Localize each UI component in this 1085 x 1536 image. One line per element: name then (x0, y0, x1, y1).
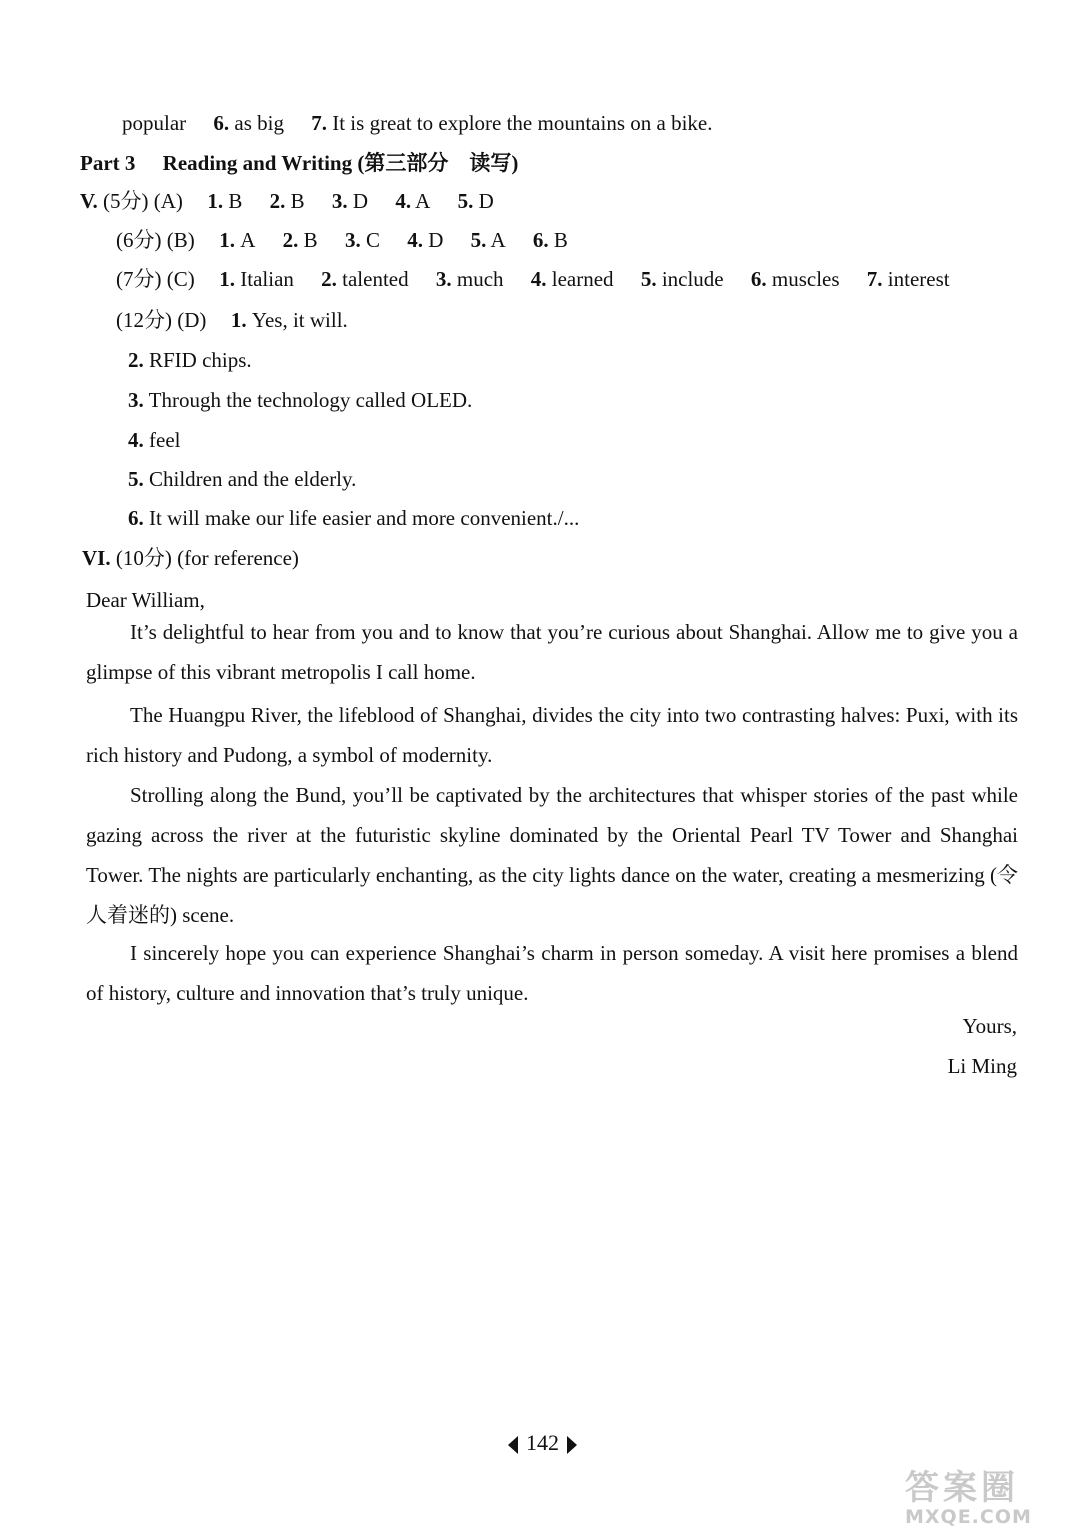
item-number: 2. (282, 228, 299, 252)
section-score: (6分) (116, 228, 162, 252)
section-label: V. (80, 189, 98, 213)
letter-paragraph: The Huangpu River, the lifeblood of Shanghai, divides the city into two contrasting halves: Puxi, with its rich history and Pudong, a symbol of modernity. (86, 703, 1018, 767)
answer-text: B (303, 228, 318, 252)
answer-text: D (428, 228, 444, 252)
section-vi (82, 545, 299, 571)
answer-text: talented (342, 267, 409, 291)
section-score: (5分) (102, 189, 149, 213)
answer-text: It will make our life easier and more convenient./... (149, 506, 580, 530)
answer-text: Through the technology called OLED. (148, 388, 473, 412)
item-number: 5. (470, 228, 487, 252)
section-score: (7分) (116, 267, 162, 291)
answer-item (128, 427, 180, 453)
answer-item (128, 387, 472, 413)
item-number: 5. (128, 467, 144, 491)
answer-text: A (240, 228, 256, 252)
item-number: 1. (219, 267, 235, 291)
item-number: 1. (219, 228, 235, 252)
section-tag: (C) (166, 267, 195, 291)
triangle-left-icon (508, 1436, 518, 1454)
section-tag: (B) (166, 228, 195, 252)
answer-text: interest (887, 267, 950, 291)
answer-text: B (228, 189, 243, 213)
continuation-line (122, 110, 712, 136)
item-number: 7. (311, 111, 327, 135)
item-number: 3. (435, 267, 452, 291)
answer-item (128, 466, 356, 492)
page-number: 142 (526, 1430, 559, 1455)
watermark-text-cn: 答案圈 (905, 1468, 1019, 1508)
answer-text: learned (551, 267, 614, 291)
letter-signature: Li Ming (947, 1054, 1017, 1078)
letter-paragraph: It’s delightful to hear from you and to know that you’re curious about Shanghai. Allow me to give you a glimpse of this vibrant metropolis I call home. (86, 620, 1018, 684)
answer-text: A (415, 189, 431, 213)
section-v-c (116, 266, 950, 292)
item-number: 6. (532, 228, 549, 252)
item-number: 3. (344, 228, 361, 252)
letter-greeting: Dear William, (86, 588, 205, 612)
section-v-a (80, 188, 494, 214)
part-title: Reading and Writing (162, 151, 353, 175)
item-number: 3. (331, 189, 348, 213)
answer-text: Children and the elderly. (149, 467, 357, 491)
answer-text: B (290, 189, 305, 213)
section-v-d (116, 307, 348, 333)
section-score: (10分) (115, 546, 172, 570)
item-number: 4. (407, 228, 423, 252)
item-number: 4. (128, 428, 144, 452)
answer-text: Yes, it will. (251, 308, 348, 332)
answer-text: B (553, 228, 568, 252)
item-number: 6. (750, 267, 767, 291)
item-number: 3. (128, 388, 144, 412)
section-note: (for reference) (177, 546, 299, 570)
item-number: 4. (530, 267, 547, 291)
answer-text: feel (149, 428, 181, 452)
answer-text: as big (234, 111, 284, 135)
watermark-logo (905, 1470, 1075, 1530)
answer-text: popular (122, 111, 187, 135)
answer-item (128, 505, 579, 531)
answer-text: RFID chips. (149, 348, 252, 372)
section-label: VI. (82, 546, 111, 570)
item-number: 2. (128, 348, 144, 372)
page-footer (0, 1430, 1085, 1456)
part-label: Part 3 (80, 151, 136, 175)
section-v-b (116, 227, 568, 253)
letter-paragraph: I sincerely hope you can experience Shanghai’s charm in person someday. A visit here promises a blend of history, culture and innovation that’s truly unique. (86, 941, 1018, 1005)
answer-text: muscles (771, 267, 840, 291)
item-number: 5. (640, 267, 657, 291)
answer-text: It is great to explore the mountains on a bike. (332, 111, 713, 135)
item-number: 2. (321, 267, 337, 291)
letter-closing: Yours, (962, 1014, 1017, 1038)
part-title-cn: (第三部分 读写) (357, 151, 519, 175)
answer-item (128, 347, 252, 373)
item-number: 2. (269, 189, 286, 213)
section-tag: (A) (153, 189, 183, 213)
section-score: (12分) (116, 308, 172, 332)
item-number: 4. (395, 189, 412, 213)
section-tag: (D) (177, 308, 207, 332)
item-number: 1. (207, 189, 224, 213)
answer-text: A (490, 228, 506, 252)
item-number: 5. (457, 189, 474, 213)
item-number: 6. (213, 111, 230, 135)
item-number: 1. (230, 308, 247, 332)
answer-text: Italian (240, 267, 294, 291)
answer-text: C (365, 228, 380, 252)
answer-text: include (661, 267, 724, 291)
letter-paragraph: Strolling along the Bund, you’ll be captivated by the architectures that whisper stories of the past while gazing across the river at the futuristic skyline dominated by the Oriental Pearl TV Tower and Shanghai Tower. The nights are particularly enchanting, as the city lights dance on the water, creating a mesmerizing (令人着迷的) scene. (86, 783, 1018, 927)
item-number: 6. (128, 506, 144, 530)
part-heading (80, 150, 518, 176)
answer-text: D (478, 189, 494, 213)
answer-text: much (456, 267, 504, 291)
item-number: 7. (866, 267, 883, 291)
triangle-right-icon (567, 1436, 577, 1454)
answer-text: D (352, 189, 369, 213)
watermark-text-en: MXQE.COM (905, 1506, 1032, 1528)
